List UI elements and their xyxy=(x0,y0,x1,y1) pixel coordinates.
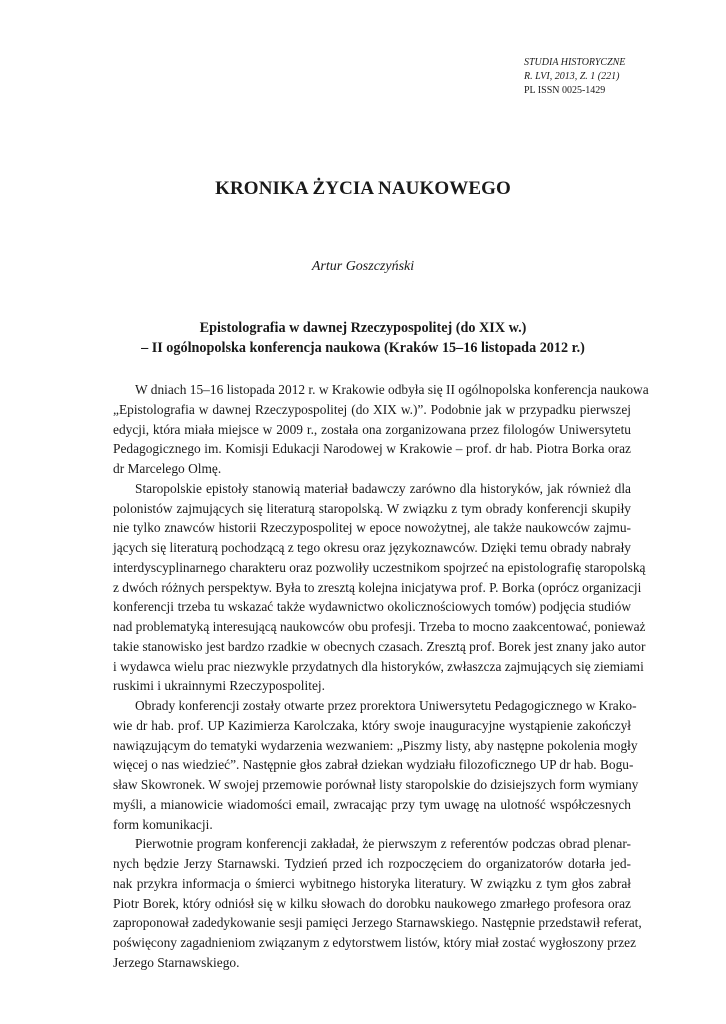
journal-info xyxy=(524,56,625,98)
paragraph-line: polonistów zajmujących się literaturą staropolską. W związku z tym obrady konferencji skupiły xyxy=(113,500,631,516)
paragraph-line: Staropolskie epistoły stanowią materiał badawczy zarówno dla historyków, jak również dla xyxy=(135,480,631,496)
section-title: KRONIKA ŻYCIA NAUKOWEGO xyxy=(215,178,511,199)
paragraph-line: nad problematyką interesującą naukowców obu profesji. Trzeba to mocno zaakcentować, ponieważ xyxy=(113,619,646,634)
paragraph-line: ruskimi i ukrainnymi Rzeczypospolitej. xyxy=(113,678,325,694)
paragraph-line: nak przykra informacja o śmierci wybitnego historyka literatury. W związku z tym głos zabrał xyxy=(113,875,631,891)
author-name: Artur Goszczyński xyxy=(311,259,415,274)
article-title xyxy=(0,318,726,358)
paragraph-line: interdyscyplinarnego charakteru oraz pozwoliły uczestnikom spojrzeć na epistolografię staropolską xyxy=(113,559,646,575)
paragraph-line: więcej o nas wiedzieć”. Następnie głos zabrał dziekan wydziału filozoficznego UP dr hab. Bogu- xyxy=(113,757,634,773)
journal-issn: PL ISSN 0025-1429 xyxy=(524,85,606,96)
journal-volume: R. LVI, 2013, Z. 1 (221) xyxy=(524,71,620,82)
paragraph-line: dr Marcelego Olmę. xyxy=(113,461,222,476)
paragraph-line: Jerzego Starnawskiego. xyxy=(113,954,240,970)
paragraph-line: takie stanowisko jest bardzo rzadkie w obecnych czasach. Zresztą prof. Borek jest znany jako autor xyxy=(113,638,646,654)
paragraph-line: jących się literaturą pochodzącą z tego okresu oraz językoznawców. Dzięki temu obrady nabrały xyxy=(113,540,631,555)
journal-name: STUDIA HISTORYCZNE xyxy=(524,57,626,68)
paragraph-line: wie dr hab. prof. UP Kazimierza Karolczaka, który swoje inauguracyjne wystąpienie zakończył xyxy=(113,717,631,733)
article-title-line: – II ogólnopolska konferencja naukowa (Kraków 15–16 listopada 2012 r.) xyxy=(141,340,585,356)
paragraph-line: Pedagogicznego im. Komisji Edukacji Narodowej w Krakowie – prof. dr hab. Piotra Borka oraz xyxy=(113,441,631,457)
paragraph-line: Pierwotnie program konferencji zakładał, że pierwszym z referentów podczas obrad plenar- xyxy=(135,836,631,852)
paragraph-line: „Epistolografia w dawnej Rzeczypospolitej (do XIX w.)”. Podobnie jak w przypadku pierwszej xyxy=(113,401,631,417)
paragraph-line: konferencji trzeba tu wskazać także wydawnictwo okolicznościowych tomów) podjęcia studiów xyxy=(113,599,631,615)
paragraph-line: W dniach 15–16 listopada 2012 r. w Krakowie odbyła się II ogólnopolska konferencja naukowa xyxy=(135,382,649,397)
paragraph-line: Obrady konferencji zostały otwarte przez prorektora Uniwersytetu Pedagogicznego w Krako- xyxy=(135,698,637,713)
paragraph-line: nych będzie Jerzy Starnawski. Tydzień przed ich rozpoczęciem do organizatorów dotarła jed- xyxy=(113,856,631,871)
paragraph-line: edycji, która miała miejsce w 2009 r., została ona zorganizowana przez filologów Uniwersytetu xyxy=(113,421,631,437)
paragraph-line: myśli, a mianowicie wiadomości email, zwracając przy tym uwagę na ulotność współczesnych xyxy=(113,796,631,812)
paragraph-line: z dwóch różnych perspektyw. Była to zresztą kolejna inicjatywa prof. P. Borka (oprócz organizacji xyxy=(113,579,642,595)
paragraph-line: nie tylko znawców historii Rzeczypospolitej w epoce nowożytnej, ale także naukowców zajmu- xyxy=(113,520,631,536)
paragraph-line: form komunikacji. xyxy=(113,816,213,832)
paragraph-line: i wydawca wielu prac niezwykle przydatnych dla historyków, zwłaszcza zajmujących się ziemiami xyxy=(113,658,644,674)
paragraph-line: Piotr Borek, który odniósł się w kilku słowach do dorobku naukowego zmarłego profesora oraz xyxy=(113,895,631,911)
paragraph-line: sław Skowronek. W swojej przemowie porównał listy staropolskie do dzisiejszych form wymiany xyxy=(113,777,639,792)
paragraph-line: poświęcony zagadnieniom związanym z edytorstwem listów, który miał zostać wygłoszony przez xyxy=(113,935,637,950)
body-text xyxy=(113,380,649,973)
article-title-line: Epistolografia w dawnej Rzeczypospolitej (do XIX w.) xyxy=(199,320,527,336)
paragraph-line: nawiązującym do tematyki wydarzenia wezwaniem: „Piszmy listy, aby następne pokolenia mogły xyxy=(113,737,638,753)
paragraph-line: zaproponował zadedykowanie sesji pamięci Jerzego Starnawskiego. Następnie przedstawił referat, xyxy=(113,915,642,931)
